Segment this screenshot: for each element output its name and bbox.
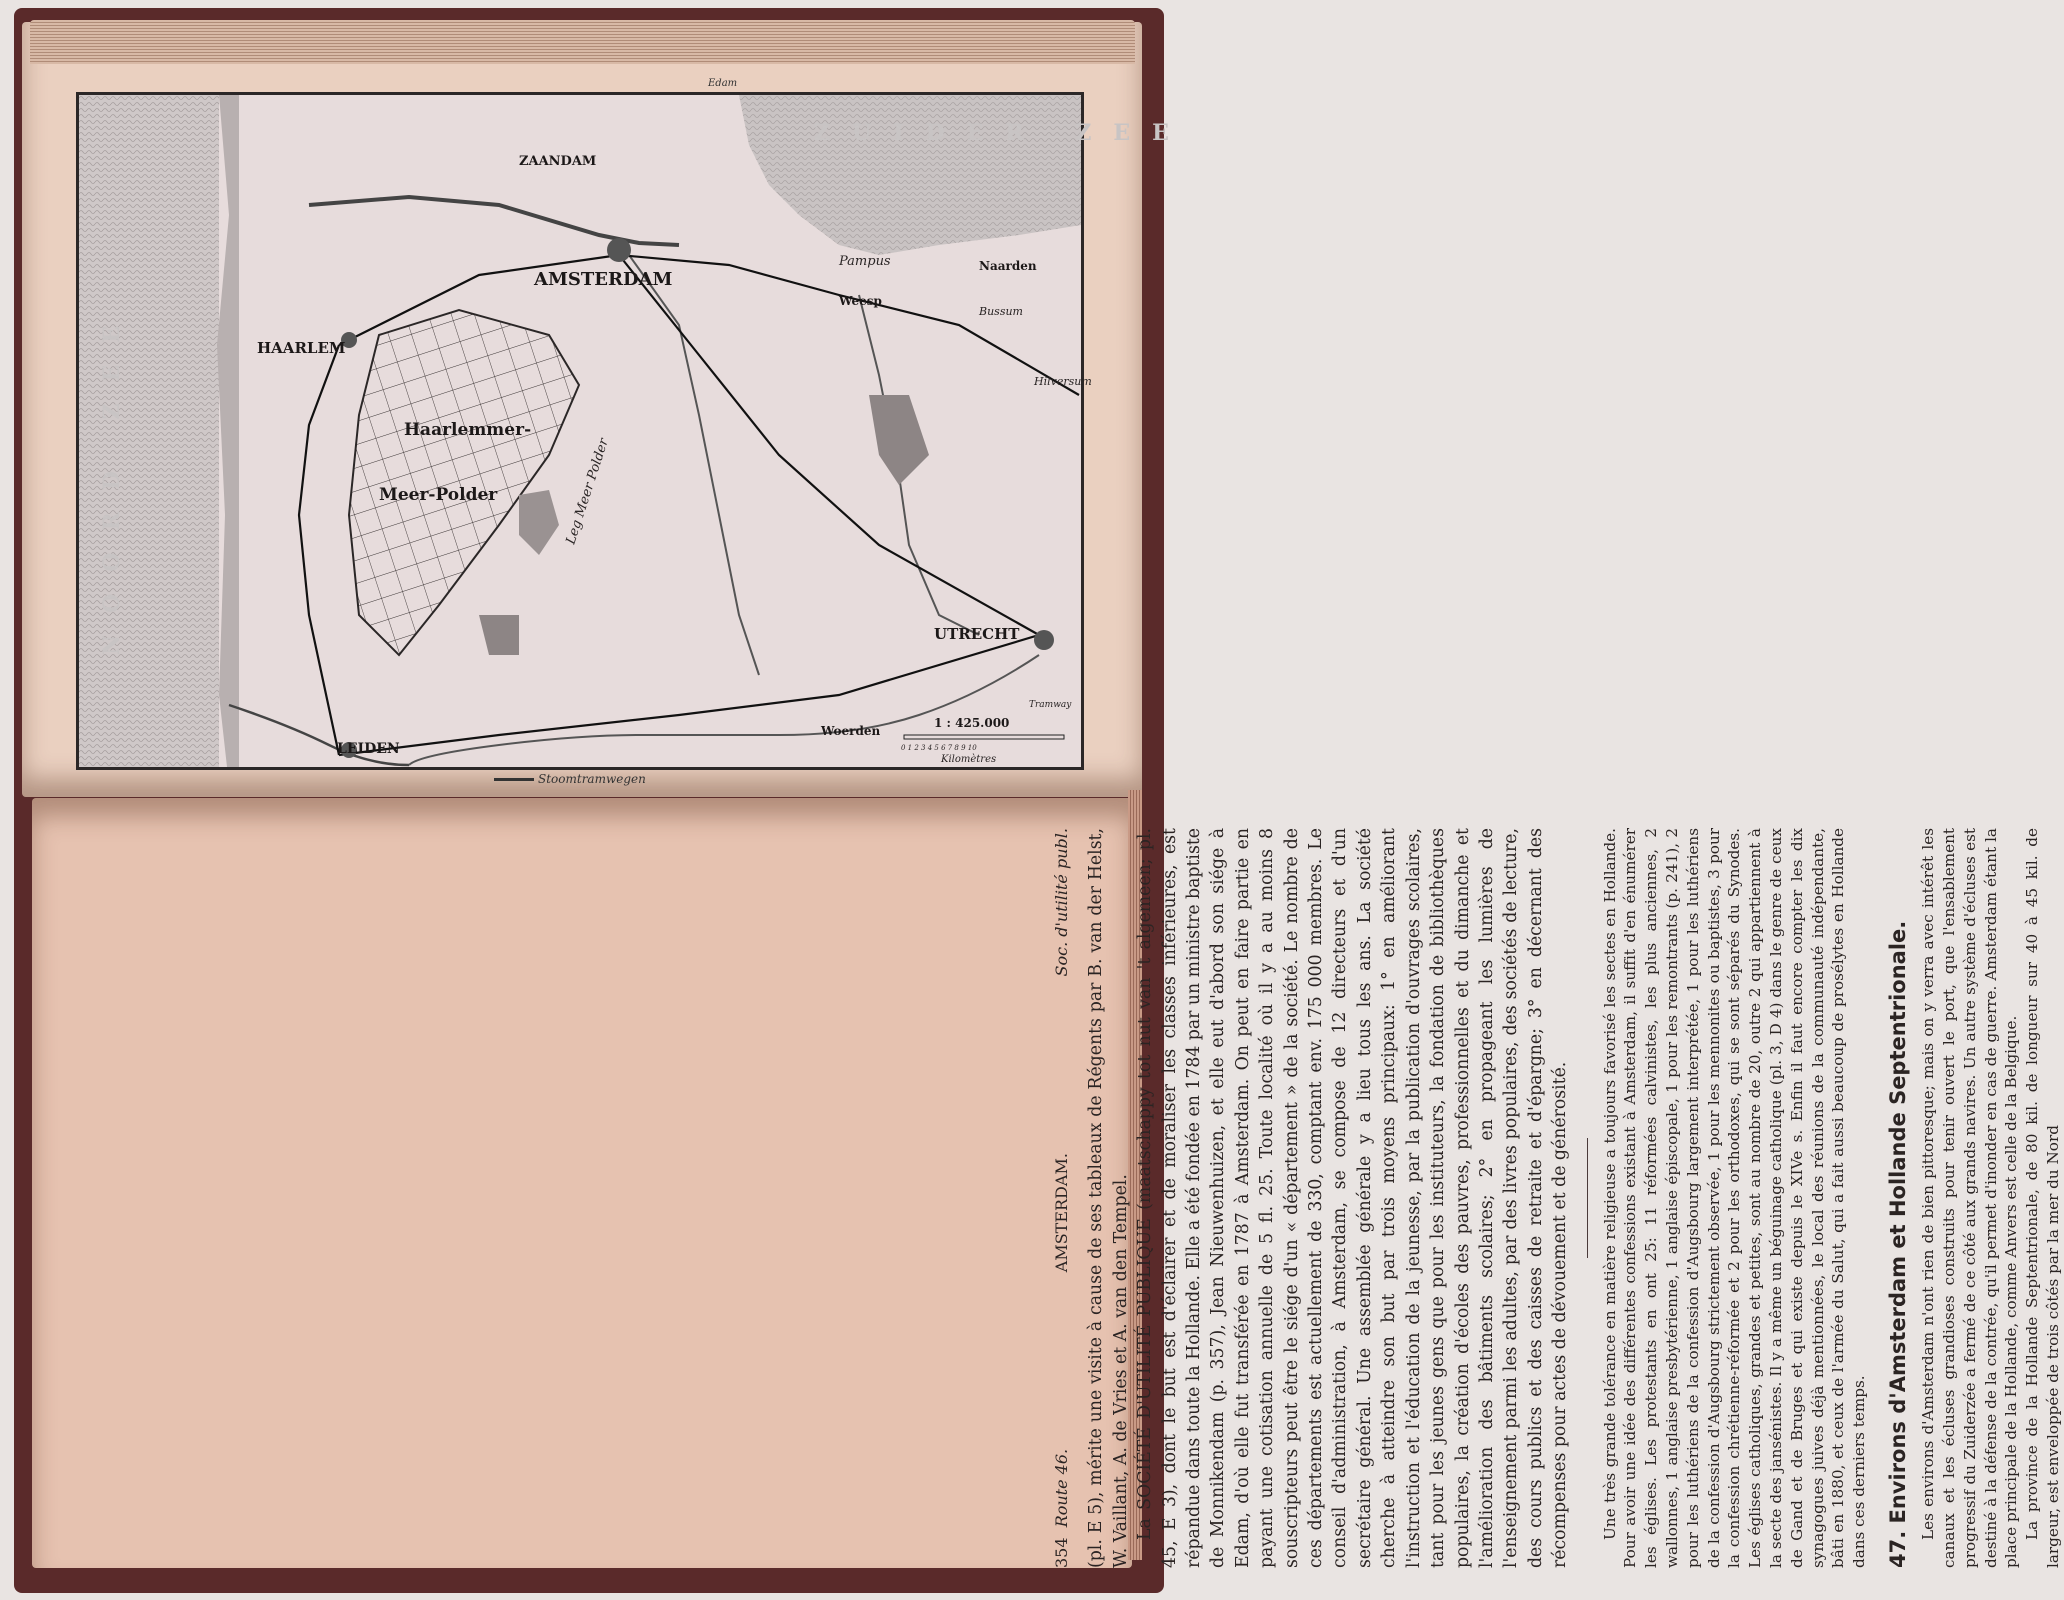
map-place-label: Woerden: [821, 724, 881, 738]
paragraph: La SOCIÉTÉ D'UTILITÉ PUBLIQUE (maatschappy tot nut van 't algemeen; pl. 45, E 3), dont le but est d'éclairer et de moraliser les classes inférieures, est répandue dans toute la Hollande. Elle a été fondée en 1784 par un ministre baptiste de Monnikendam (p. 357), Jean Nieuwenhuizen, et elle eut d'abord son siége à Edam, d'où elle fut transférée en 1787 à Amsterdam. On peut en faire partie en payant une cotisation annuelle de 5 fl. 25. Toute localité où il y a au moins 8 souscripteurs peut être le siége d'un « département » de la société. Le nombre de ces départements est actuellement de 330, comptant env. 175 000 membres. Le conseil d'administration, à Amsterdam, se compose de 12 directeurs et d'un secrétaire général. Une assemblée générale y a lieu tous les ans. La société cherche à atteindre son but par trois moyens principaux: 1° en améliorant l'instruction et l'éducation de la jeunesse, par la publication d'ouvrages scolaires, tant pour les jeunes gens que pour les instituteurs, la fondation de bibliothèques populaires, la création d'écoles des pauvres, professionnelles et du dimanche et l'amélioration des bâtiments scolaires; 2° en propageant les lumières de l'enseignement parmi les adultes, par des livres populaires, des sociétés de lecture, des cours publics et des caisses de retraite et d'épargne; 3° en décernant des récompenses pour actes de dévouement et de générosité.: [1135, 828, 1571, 1568]
section-heading: 47. Environs d'Amsterdam et Hollande Septentrionale.: [1885, 920, 1910, 1568]
map-region-label: Leg Meer Polder: [563, 436, 612, 547]
page-edges: [30, 20, 1135, 64]
paragraph: (pl. E 5), mérite une visite à cause de ses tableaux de Régents par B. van der Helst, W. Vaillant, A. de Vries et A. van den Tempel.: [1086, 828, 1131, 1568]
scale-ticks: 0 1 2 3 4 5 6 7 8 9 10: [901, 744, 977, 752]
paragraph: Une très grande tolérance en matière religieuse a toujours favorisé les sectes en Hollande. Pour avoir une idée des différentes confessions existant à Amsterdam, il suffit d'en énumérer les églises. Les protestants en ont 25: 11 réformées calvinistes, les plus anciennes, 2 wallonnes, 1 anglaise presbytérienne, 1 anglaise épiscopale, 1 pour les remontrants (p. 241), 2 pour les luthériens de la confession d'Augsbourg largement interprétée, 1 pour les luthériens de la confession d'Augsbourg strictement observée, 1 pour les mennonites ou baptistes, 3 pour la confession chrétienne-réformée et 2 pour les orthodoxes, qui se sont séparés du Synodes. Les églises catholiques, grandes et petites, sont au nombre de 20, outre 2 qui appartiennent à la secte des jansénistes. Il y a même un béguinage catholique (pl. 3, D 4) dans le genre de ceux de Gand et de Bruges et qui existe depuis le XIVe s. Enfin il faut encore compter les dix synagogues juives déjà mentionnées, le local des réunions de la communauté indépendante, bâti en 1880, et ceux de l'armée du Salut, qui a fait aussi beaucoup de prosélytes en Hollande dans ces derniers temps.: [1600, 828, 1869, 1568]
map-scale: 1 : 425.000: [934, 716, 1010, 730]
map-drawing: [79, 95, 1191, 767]
map-legend-stoomtram: Stoomtramwegen: [494, 772, 646, 786]
map-region-label: Meer-Polder: [379, 485, 498, 505]
map-place-label: Pampus: [839, 254, 891, 269]
lake: [519, 490, 559, 555]
text-page-content: [1050, 828, 2063, 1568]
text-page: [32, 798, 1132, 1568]
map: [76, 92, 1191, 770]
paragraph: La province de la Hollande Septentrionale, de 80 kil. de longueur sur 40 à 45 kil. de largeur, est enveloppée de trois côtés par la mer du Nord: [2023, 828, 2063, 1568]
dunes: [217, 95, 239, 767]
tramway-legend: Tramway: [1029, 700, 1072, 710]
map-city-label: AMSTERDAM: [534, 269, 673, 290]
route-label: Route 46.: [1052, 1448, 1071, 1528]
scale-bar: [904, 735, 1064, 739]
running-right: Soc. d'utilité publ.: [1052, 828, 1071, 977]
map-city-label: LEIDEN: [337, 741, 400, 757]
lake: [869, 395, 929, 485]
running-head: [1050, 828, 1074, 1568]
amsterdam-marker: [607, 238, 631, 262]
page-number: 354: [1052, 1537, 1071, 1568]
divider: [1587, 1138, 1588, 1258]
utrecht-marker: [1034, 630, 1054, 650]
map-place-label: Bussum: [979, 305, 1023, 318]
zuider-zee-label: ZUIDER ZEE: [814, 120, 1191, 146]
lake: [479, 615, 519, 655]
map-region-label: Haarlemmer-: [404, 420, 532, 440]
map-city-label: UTRECHT: [934, 625, 1020, 643]
railway: [619, 255, 1039, 635]
running-title: AMSTERDAM.: [1052, 1153, 1071, 1273]
railway: [339, 635, 1039, 755]
map-edam-label: Edam: [708, 78, 738, 89]
scale-unit: Kilomètres: [941, 754, 997, 765]
paragraph: Les environs d'Amsterdam n'ont rien de bien pittoresque; mais on y verra avec intérêt les canaux et les écluses grandioses construits pour tenir ouvert le port, que l'ensablement progressif du Zuiderzée a fermé de ce côté aux grands navires. Un autre système d'écluses est destiné à la défense de la contrée, qu'il permet d'inonder en cas de guerre. Amsterdam étant la place principale de la Hollande, comme Anvers est celle de la Belgique.: [1919, 828, 2021, 1568]
haarlemmermeer-polder: [349, 310, 579, 655]
north-sea-label: NOORD ZEE: [99, 303, 125, 655]
map-city-label: HAARLEM: [257, 339, 346, 357]
railway: [299, 345, 339, 755]
map-place-label: Naarden: [979, 259, 1037, 273]
noordzeekanaal: [309, 197, 679, 245]
map-place-label: Hilversum: [1034, 375, 1092, 388]
map-place-label: Weesp: [839, 294, 882, 308]
amstel-river: [629, 255, 759, 675]
map-city-label: ZAANDAM: [519, 154, 597, 169]
